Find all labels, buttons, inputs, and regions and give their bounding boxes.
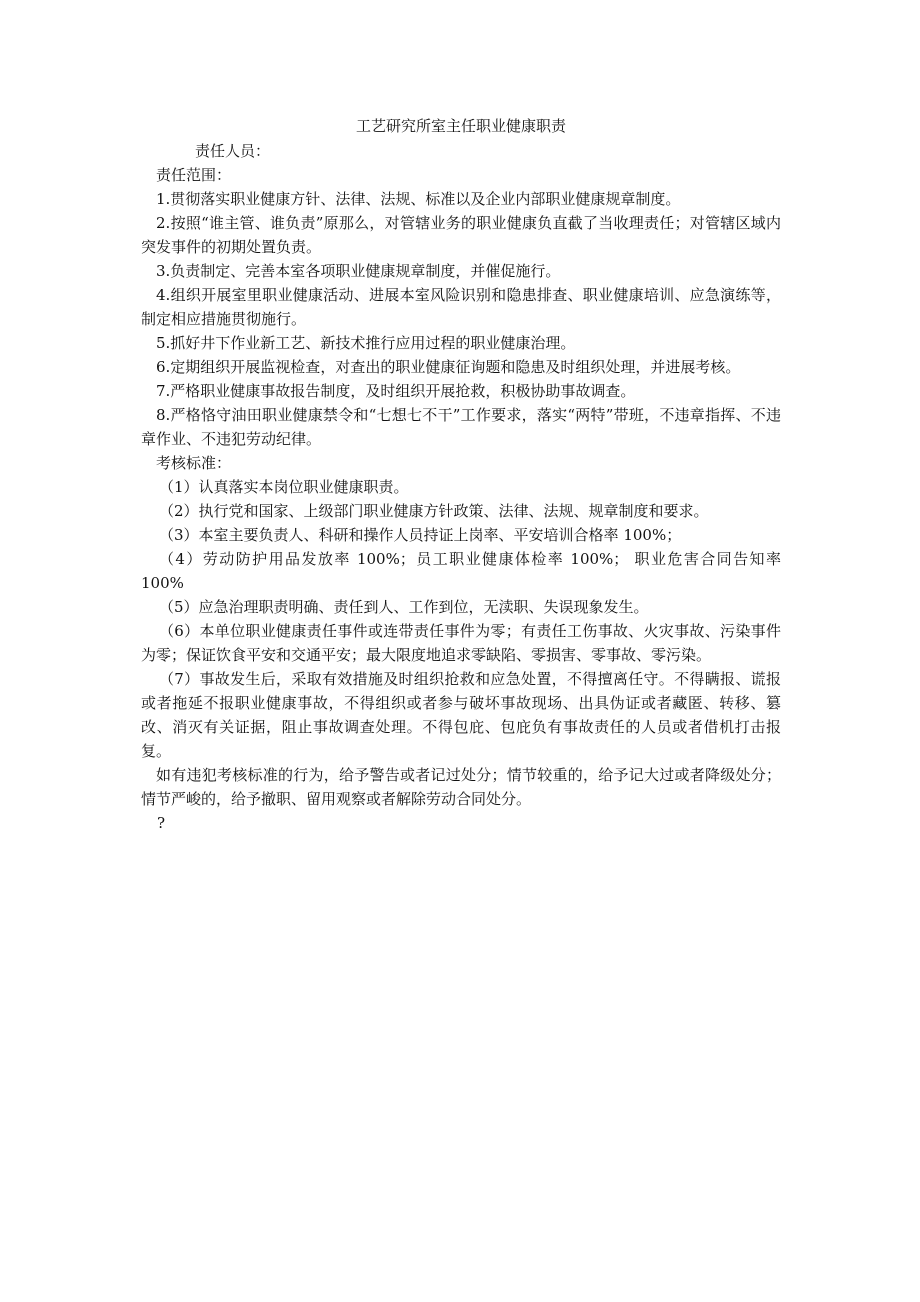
document-body bbox=[141, 113, 781, 835]
scope-item: 6.定期组织开展监视检查，对查出的职业健康征询题和隐患及时组织处理，并进展考核。 bbox=[156, 358, 741, 376]
scope-item: 1.贯彻落实职业健康方针、法律、法规、标准以及企业内部职业健康规章制度。 bbox=[156, 190, 681, 208]
criteria-item: （1）认真落实本岗位职业健康职责。 bbox=[159, 478, 409, 496]
criteria-item: （6）本单位职业健康责任事件或连带责任事件为零；有责任工伤事故、火灾事故、污染事件为零；保证饮食平安和交通平安；最大限度地追求零缺陷、零损害、零事故、零污染。 bbox=[141, 622, 781, 664]
scope-item: 4.组织开展室里职业健康活动、进展本室风险识别和隐患排查、职业健康培训、应急演练等，制定相应措施贯彻施行。 bbox=[141, 286, 781, 328]
responsible-person-label: 责任人员： bbox=[195, 142, 271, 160]
criteria-item: （5）应急治理职责明确、责任到人、工作到位，无渎职、失误现象发生。 bbox=[159, 598, 649, 616]
scope-label: 责任范围： bbox=[156, 166, 232, 184]
scope-item: 8.严格恪守油田职业健康禁令和“七想七不干”工作要求，落实“两特”带班，不违章指挥、不违章作业、不违犯劳动纪律。 bbox=[141, 406, 781, 448]
scope-item: 5.抓好井下作业新工艺、新技术推行应用过程的职业健康治理。 bbox=[156, 334, 576, 352]
scope-item: 2.按照“谁主管、谁负责”原那么，对管辖业务的职业健康负直截了当收理责任；对管辖区域内突发事件的初期处置负责。 bbox=[141, 214, 781, 256]
penalty-paragraph: 如有违犯考核标准的行为，给予警告或者记过处分；情节较重的，给予记大过或者降级处分；情节严峻的，给予撤职、留用观察或者解除劳动合同处分。 bbox=[141, 766, 781, 808]
criteria-item: （2）执行党和国家、上级部门职业健康方针政策、法律、法规、规章制度和要求。 bbox=[159, 502, 709, 520]
criteria-item: （4）劳动防护用品发放率 100%；员工职业健康体检率 100%； 职业危害合同告知率 100% bbox=[141, 550, 781, 592]
criteria-item: （7）事故发生后，采取有效措施及时组织抢救和应急处置，不得擅离任守。不得瞒报、谎报或者拖延不报职业健康事故，不得组织或者参与破坏事故现场、出具伪证或者藏匿、转移、篡改、消灭有关证据，阻止事故调查处理。不得包庇、包庇负有事故责任的人员或者借机打击报复。 bbox=[141, 670, 781, 760]
criteria-label: 考核标准： bbox=[156, 454, 232, 472]
criteria-item: （3）本室主要负责人、科研和操作人员持证上岗率、平安培训合格率 100%； bbox=[159, 526, 682, 544]
trailing-question-mark: ? bbox=[157, 814, 166, 832]
scope-item: 7.严格职业健康事故报告制度，及时组织开展抢救，积极协助事故调查。 bbox=[156, 382, 636, 400]
document-title: 工艺研究所室主任职业健康职责 bbox=[355, 117, 566, 135]
scope-item: 3.负责制定、完善本室各项职业健康规章制度，并催促施行。 bbox=[156, 262, 561, 280]
